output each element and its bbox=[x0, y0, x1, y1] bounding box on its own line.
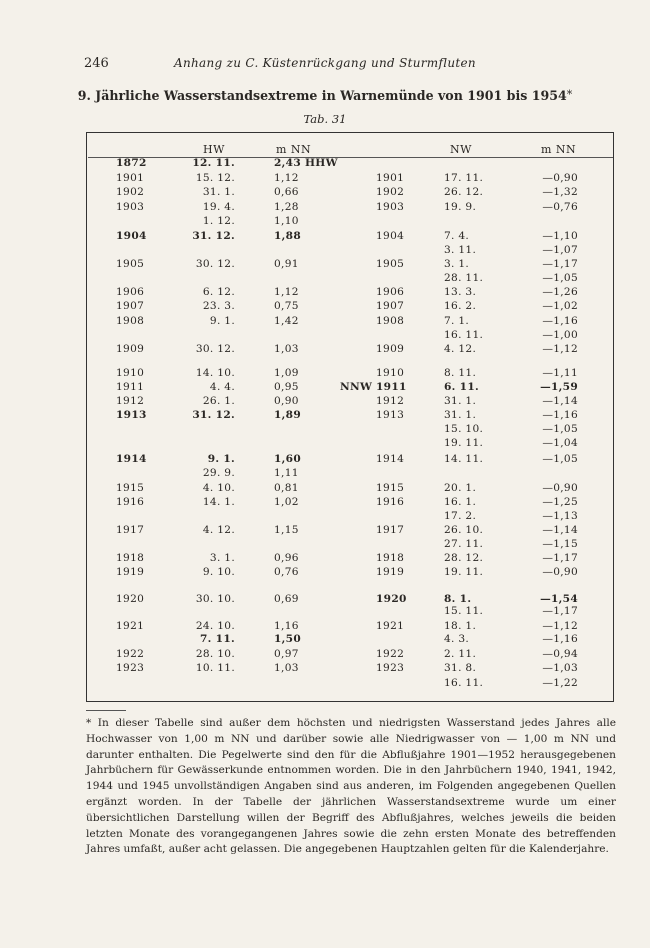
cell-hw-value: 0,81 bbox=[274, 482, 299, 494]
cell-hw-date: 14. 1. bbox=[202, 496, 235, 508]
cell-nw-date: 28. 12. bbox=[444, 552, 484, 564]
cell-hw-year: 1872 bbox=[116, 157, 147, 169]
cell-hw-date: 31. 12. bbox=[192, 409, 235, 421]
cell-hw-year: 1905 bbox=[116, 258, 145, 270]
cell-nw-date: 16. 11. bbox=[444, 329, 484, 341]
cell-nw-value: —1,22 bbox=[542, 677, 578, 689]
cell-nw-year: 1904 bbox=[376, 230, 405, 242]
cell-nw-year: 1902 bbox=[376, 186, 405, 198]
cell-hw-value: 1,88 bbox=[274, 230, 302, 242]
cell-nw-year: 1918 bbox=[376, 552, 405, 564]
cell-hw-value: 1,12 bbox=[274, 286, 299, 298]
cell-hw-year: 1912 bbox=[116, 395, 145, 407]
cell-nw-date: 31. 1. bbox=[444, 395, 477, 407]
cell-hw-year: 1913 bbox=[116, 409, 147, 421]
cell-nw-date: 27. 11. bbox=[444, 538, 484, 550]
cell-hw-year: 1906 bbox=[116, 286, 145, 298]
cell-nw-year: 1908 bbox=[376, 315, 405, 327]
cell-hw-date: 3. 1. bbox=[209, 552, 235, 564]
cell-nw-value: —1,54 bbox=[540, 593, 578, 605]
cell-nw-date: 20. 1. bbox=[444, 482, 477, 494]
cell-hw-value: 2,43 HHW bbox=[274, 157, 338, 169]
cell-hw-date: 4. 12. bbox=[202, 524, 235, 536]
cell-nw-value: —0,90 bbox=[542, 566, 578, 578]
cell-nw-value: —1,05 bbox=[542, 272, 578, 284]
cell-nw-date: 14. 11. bbox=[444, 453, 484, 465]
cell-hw-date: 9. 1. bbox=[207, 453, 235, 465]
cell-nw-date: 6. 11. bbox=[444, 381, 479, 393]
cell-hw-date: 24. 10. bbox=[195, 620, 235, 632]
cell-nw-value: —1,12 bbox=[542, 620, 578, 632]
cell-nw-year: 1912 bbox=[376, 395, 405, 407]
cell-nw-date: 19. 9. bbox=[444, 201, 477, 213]
cell-nw-value: —1,14 bbox=[542, 524, 578, 536]
cell-hw-year: 1909 bbox=[116, 343, 145, 355]
cell-nw-value: —1,14 bbox=[542, 395, 578, 407]
cell-nw-date: 13. 3. bbox=[444, 286, 477, 298]
cell-nw-year: 1917 bbox=[376, 524, 405, 536]
footnote-rule bbox=[86, 710, 126, 711]
cell-hw-value: 0,75 bbox=[274, 300, 299, 312]
cell-nw-value: —1,17 bbox=[542, 258, 578, 270]
cell-hw-year: 1921 bbox=[116, 620, 145, 632]
cell-nw-value: —1,16 bbox=[542, 315, 578, 327]
cell-hw-date: 9. 1. bbox=[209, 315, 235, 327]
cell-hw-date: 26. 1. bbox=[202, 395, 235, 407]
cell-nw-year: 1910 bbox=[376, 367, 405, 379]
cell-nw-value: —1,03 bbox=[542, 662, 578, 674]
cell-nw-value: —1,26 bbox=[542, 286, 578, 298]
cell-hw-year: 1923 bbox=[116, 662, 145, 674]
cell-hw-year: 1908 bbox=[116, 315, 145, 327]
cell-hw-date: 28. 10. bbox=[195, 648, 235, 660]
cell-hw-value: 1,02 bbox=[274, 496, 299, 508]
cell-hw-date: 4. 4. bbox=[209, 381, 235, 393]
header-nw-unit: m NN bbox=[541, 143, 577, 156]
table-title-text: 9. Jährliche Wasserstandsextreme in Warnemünde von 1901 bis 1954 bbox=[77, 88, 567, 103]
cell-hw-date: 29. 9. bbox=[202, 467, 235, 479]
cell-hw-year: 1919 bbox=[116, 566, 145, 578]
cell-hw-year: 1920 bbox=[116, 593, 145, 605]
cell-hw-date: 15. 12. bbox=[195, 172, 235, 184]
cell-hw-date: 31. 12. bbox=[192, 230, 235, 242]
running-title: Anhang zu C. Küstenrückgang und Sturmfluten bbox=[174, 56, 476, 70]
cell-nw-year: 1914 bbox=[376, 453, 405, 465]
cell-nw-year: 1901 bbox=[376, 172, 405, 184]
cell-nw-date: 16. 11. bbox=[444, 677, 484, 689]
cell-nw-value: —1,10 bbox=[542, 230, 578, 242]
cell-hw-value: 0,76 bbox=[274, 566, 299, 578]
cell-nw-year: 1922 bbox=[376, 648, 405, 660]
cell-hw-value: 1,12 bbox=[274, 172, 299, 184]
cell-nw-value: —1,16 bbox=[542, 633, 578, 645]
cell-nw-date: 17. 2. bbox=[444, 510, 477, 522]
cell-hw-date: 30. 10. bbox=[195, 593, 235, 605]
cell-nw-value: —1,11 bbox=[542, 367, 578, 379]
cell-nw-value: —1,25 bbox=[542, 496, 578, 508]
footnote: * In dieser Tabelle sind außer dem höchsten und niedrigsten Wasserstand jedes Jahres alle Hochwasser von 1,00 m NN und darüber sowie alle Niedrigwasser von — 1,00 m NN und darunter enthalten. Die Pegelwerte sind den für die Abflußjahre 1901—1952 herausgegebenen Jahrbüchern für Gewässerkunde entnommen worden. Die in den Jahrbüchern 1940, 1941, 1942, 1944 und 1945 unvollständigen Angaben sind aus anderen, im Folgenden angegebenen Quellen ergänzt worden. In der Tabelle der jährlichen Wasserstandsextreme wurde um einer übersichtlichen Darstellung willen der Begriff des Abflußjahres, welches jeweils die beiden letzten Monate des vorangegangenen Jahres sowie die zehn ersten Monate des betreffenden Jahres umfaßt, außer acht gelassen. Die angegebenen Hauptzahlen gelten für die Kalenderjahre. bbox=[86, 717, 616, 856]
cell-hw-value: 1,11 bbox=[274, 467, 299, 479]
cell-hw-year: 1903 bbox=[116, 201, 145, 213]
cell-nw-date: 28. 11. bbox=[444, 272, 484, 284]
cell-hw-value: 0,66 bbox=[274, 186, 299, 198]
cell-nw-year: 1915 bbox=[376, 482, 405, 494]
cell-hw-value: 0,69 bbox=[274, 593, 299, 605]
cell-nw-date: 18. 1. bbox=[444, 620, 477, 632]
cell-nw-date: 17. 11. bbox=[444, 172, 484, 184]
cell-hw-date: 6. 12. bbox=[202, 286, 235, 298]
cell-hw-date: 10. 11. bbox=[195, 662, 235, 674]
cell-nw-date: 8. 11. bbox=[444, 367, 477, 379]
cell-hw-year: 1901 bbox=[116, 172, 145, 184]
cell-nw-value: —1,32 bbox=[542, 186, 578, 198]
cell-nw-date: 8. 1. bbox=[444, 593, 472, 605]
cell-nw-date: 31. 1. bbox=[444, 409, 477, 421]
cell-hw-value: 0,95 bbox=[274, 381, 299, 393]
cell-nw-value: —1,17 bbox=[542, 605, 578, 617]
cell-hw-year: 1911 bbox=[116, 381, 145, 393]
cell-hw-value: 1,89 bbox=[274, 409, 302, 421]
cell-nw-date: 19. 11. bbox=[444, 437, 484, 449]
cell-hw-date: 12. 11. bbox=[192, 157, 235, 169]
cell-nw-value: —1,12 bbox=[542, 343, 578, 355]
cell-nw-year: 1911 bbox=[376, 381, 407, 393]
cell-hw-value: 1,60 bbox=[274, 453, 302, 465]
cell-nw-year: 1919 bbox=[376, 566, 405, 578]
table-frame bbox=[86, 132, 614, 702]
page-number: 246 bbox=[84, 56, 109, 71]
cell-nw-date: 4. 3. bbox=[444, 633, 470, 645]
cell-hw-date: 23. 3. bbox=[202, 300, 235, 312]
cell-nw-date: 15. 11. bbox=[444, 605, 484, 617]
header-rule bbox=[88, 157, 613, 158]
cell-nw-date: 3. 11. bbox=[444, 244, 477, 256]
cell-nw-date: 26. 10. bbox=[444, 524, 484, 536]
cell-hw-value: 1,03 bbox=[274, 343, 299, 355]
cell-nw-year: 1905 bbox=[376, 258, 405, 270]
header-hw-unit: m NN bbox=[276, 143, 312, 156]
cell-nw-date: 26. 12. bbox=[444, 186, 484, 198]
cell-nw-year: 1920 bbox=[376, 593, 407, 605]
cell-hw-date: 9. 10. bbox=[202, 566, 235, 578]
title-footnote-marker: * bbox=[566, 88, 573, 101]
cell-hw-value: 1,03 bbox=[274, 662, 299, 674]
cell-nw-year: 1913 bbox=[376, 409, 405, 421]
cell-hw-date: 1. 12. bbox=[202, 215, 235, 227]
table-title bbox=[0, 88, 650, 103]
cell-hw-value: 0,90 bbox=[274, 395, 299, 407]
cell-hw-value: 1,10 bbox=[274, 215, 299, 227]
header-nw: NW bbox=[450, 143, 472, 156]
cell-nw-date: 15. 10. bbox=[444, 423, 484, 435]
cell-nw-value: —0,90 bbox=[542, 172, 578, 184]
cell-nw-year: 1907 bbox=[376, 300, 405, 312]
cell-nw-value: —1,07 bbox=[542, 244, 578, 256]
cell-nw-year: 1906 bbox=[376, 286, 405, 298]
cell-nw-value: —1,02 bbox=[542, 300, 578, 312]
cell-nw-value: —1,15 bbox=[542, 538, 578, 550]
cell-hw-year: 1904 bbox=[116, 230, 147, 242]
cell-nw-value: —1,17 bbox=[542, 552, 578, 564]
cell-hw-year: 1902 bbox=[116, 186, 145, 198]
cell-nw-value: —0,94 bbox=[542, 648, 578, 660]
cell-hw-year: 1922 bbox=[116, 648, 145, 660]
cell-nw-year: 1909 bbox=[376, 343, 405, 355]
cell-nw-date: 2. 11. bbox=[444, 648, 477, 660]
cell-hw-date: 4. 10. bbox=[202, 482, 235, 494]
cell-nw-value: —1,13 bbox=[542, 510, 578, 522]
cell-hw-date: 7. 11. bbox=[200, 633, 235, 645]
cell-nw-value: —1,04 bbox=[542, 437, 578, 449]
cell-nnw-label: NNW bbox=[340, 381, 373, 393]
cell-hw-value: 1,42 bbox=[274, 315, 299, 327]
cell-hw-date: 31. 1. bbox=[202, 186, 235, 198]
cell-hw-value: 1,16 bbox=[274, 620, 299, 632]
cell-hw-year: 1916 bbox=[116, 496, 145, 508]
cell-hw-year: 1910 bbox=[116, 367, 145, 379]
cell-nw-value: —0,76 bbox=[542, 201, 578, 213]
cell-nw-date: 7. 1. bbox=[444, 315, 470, 327]
cell-hw-year: 1914 bbox=[116, 453, 147, 465]
cell-hw-value: 1,09 bbox=[274, 367, 299, 379]
cell-hw-value: 0,91 bbox=[274, 258, 299, 270]
cell-nw-date: 3. 1. bbox=[444, 258, 470, 270]
cell-hw-value: 0,97 bbox=[274, 648, 299, 660]
cell-hw-date: 30. 12. bbox=[195, 258, 235, 270]
cell-hw-year: 1915 bbox=[116, 482, 145, 494]
cell-hw-date: 30. 12. bbox=[195, 343, 235, 355]
cell-hw-value: 0,96 bbox=[274, 552, 299, 564]
cell-nw-date: 31. 8. bbox=[444, 662, 477, 674]
cell-hw-year: 1918 bbox=[116, 552, 145, 564]
cell-nw-value: —1,05 bbox=[542, 453, 578, 465]
cell-hw-date: 19. 4. bbox=[202, 201, 235, 213]
cell-nw-value: —1,05 bbox=[542, 423, 578, 435]
tab-label: Tab. 31 bbox=[303, 112, 347, 126]
cell-hw-value: 1,15 bbox=[274, 524, 299, 536]
cell-nw-date: 16. 2. bbox=[444, 300, 477, 312]
cell-nw-year: 1923 bbox=[376, 662, 405, 674]
cell-nw-value: —0,90 bbox=[542, 482, 578, 494]
cell-nw-year: 1916 bbox=[376, 496, 405, 508]
cell-hw-value: 1,28 bbox=[274, 201, 299, 213]
cell-nw-date: 4. 12. bbox=[444, 343, 477, 355]
cell-nw-year: 1903 bbox=[376, 201, 405, 213]
cell-hw-year: 1907 bbox=[116, 300, 145, 312]
cell-nw-date: 19. 11. bbox=[444, 566, 484, 578]
cell-nw-date: 7. 4. bbox=[444, 230, 470, 242]
cell-nw-value: —1,16 bbox=[542, 409, 578, 421]
cell-nw-value: —1,00 bbox=[542, 329, 578, 341]
cell-hw-value: 1,50 bbox=[274, 633, 302, 645]
cell-hw-date: 14. 10. bbox=[195, 367, 235, 379]
header-hw: HW bbox=[203, 143, 225, 156]
cell-nw-date: 16. 1. bbox=[444, 496, 477, 508]
cell-hw-year: 1917 bbox=[116, 524, 145, 536]
cell-nw-value: —1,59 bbox=[540, 381, 578, 393]
cell-nw-year: 1921 bbox=[376, 620, 405, 632]
